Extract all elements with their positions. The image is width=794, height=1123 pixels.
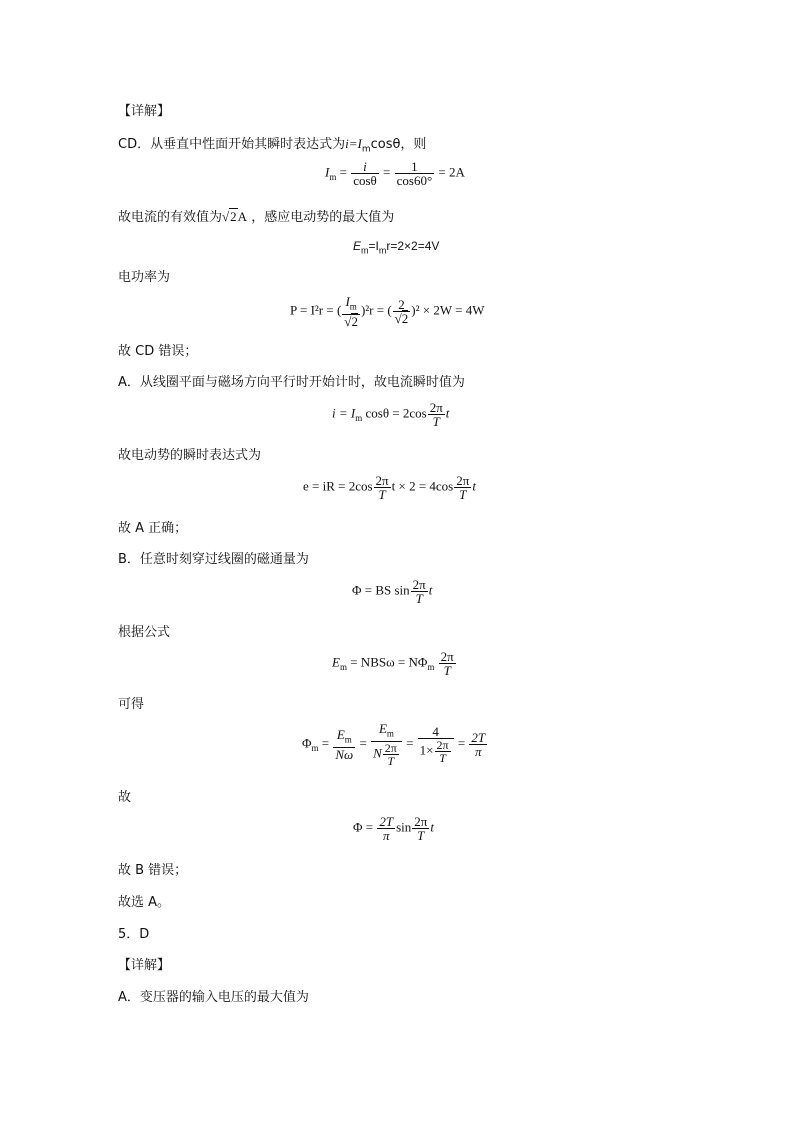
transformer-line: A．变压器的输入电压的最大值为	[118, 990, 309, 1005]
eq5-f1-num: 2π	[375, 473, 389, 488]
equation-em	[353, 239, 439, 255]
eq8-f1-num: E	[336, 727, 345, 742]
eq5-lhs: e = iR = 2cos	[303, 478, 373, 494]
eq2-sub2: m	[378, 245, 387, 256]
equation-e-instant	[303, 474, 476, 501]
cd-wrong: 故 CD 错误；	[118, 344, 198, 359]
eq9-f1-num: 2T	[379, 814, 394, 829]
eq8-f3-den-num: 2π	[436, 737, 449, 752]
eq4-f-num: 2π	[429, 400, 443, 415]
eq1-f2-den: cos60°	[396, 173, 433, 188]
cd-intro-expr: i=I	[345, 136, 362, 151]
eq8-f3-den-den: T	[439, 750, 446, 765]
eq8-f1-den: Nω	[335, 746, 354, 762]
eq6-tail: t	[428, 582, 433, 598]
question-5-answer: 5．D	[118, 927, 150, 942]
eq7-f-num: 2π	[440, 649, 454, 664]
equation-phi-m: $\Phi_m$ = $\frac{E_m}{N\omega}$ = $E_m$ N $\frac{2\pi}{T}$ = 4 1× $\frac{2\pi}{T}$ = $\frac{2T}{\pi}$	[302, 721, 486, 768]
eq8-f2-den-den: T	[387, 753, 395, 768]
keyi-label: 可得	[118, 697, 145, 712]
detail-heading-1: 【详解】	[118, 104, 171, 119]
equation-phi-final	[353, 815, 434, 842]
eq8-lhs: Φ	[302, 735, 312, 751]
eq5-tail: t	[472, 478, 476, 494]
eq5-mid: t × 2 = 4cos	[391, 478, 454, 494]
eq9-f2-den: T	[417, 828, 425, 843]
eq6-f-num: 2π	[412, 577, 426, 592]
equation-i-instant	[332, 401, 449, 428]
eq3-f1-den: 2	[351, 313, 358, 329]
eq4-sub: m	[355, 413, 363, 424]
eq8-f2-den-n: N	[373, 745, 382, 761]
eq1-f2-num: 1	[395, 160, 435, 174]
eq8-f2-num-sub: m	[386, 728, 394, 739]
equation-em-nbs	[332, 650, 457, 677]
b-wrong: 故 B 错误；	[118, 863, 188, 878]
b-intro: B．任意时刻穿过线圈的磁通量为	[118, 552, 309, 567]
sqrt2a-unit: A	[237, 209, 248, 224]
a-correct: 故 A 正确；	[118, 521, 188, 536]
eq2-e: E	[353, 239, 362, 253]
eq1-rhs: = 2A	[438, 164, 465, 180]
eq9-lhs: Φ =	[353, 819, 374, 835]
eq2-mid: =I	[368, 239, 379, 253]
eq1-f1-num: i	[363, 159, 367, 174]
eq1-f1-den: cosθ	[353, 173, 377, 188]
eq5-f2-den: T	[459, 487, 467, 502]
eq3-f1-num: I	[345, 294, 350, 309]
eq6-f-den: T	[415, 591, 423, 606]
cd-intro-text: CD．从垂直中性面开始其瞬时表达式为	[118, 137, 346, 152]
eq9-tail: t	[430, 819, 434, 835]
eq3-lhs: P = I²r = (	[290, 302, 342, 318]
equation-im: $I_m$ = $\frac{i}{\cos\theta}$ = $\frac{1}{\cos 60^\circ}$ = 2A	[325, 159, 465, 188]
formula-label: 根据公式	[118, 625, 171, 640]
eq7-f-den: T	[443, 663, 451, 678]
eq3-f2-num: 2	[393, 298, 411, 312]
eq8-f4-den: π	[475, 743, 482, 759]
eq7-mid: = NBSω = NΦ	[350, 654, 428, 670]
eq7-sub: m	[339, 662, 347, 673]
eq8-f3-num: 4	[418, 725, 454, 739]
gu-label: 故	[118, 790, 132, 805]
cd-intro-line	[118, 135, 426, 159]
eq8-sub: m	[311, 742, 319, 753]
power-label: 电功率为	[118, 270, 171, 285]
eq9-mid: sin	[396, 819, 412, 835]
eff-value-pre: 故电流的有效值为	[118, 210, 223, 225]
eq8-f2-den-num: 2π	[384, 740, 397, 755]
sqrt2a-rad: 2	[230, 209, 237, 224]
eq2-sub: m	[361, 245, 369, 256]
eq3-mid: )²r = (	[360, 302, 392, 318]
eq1-sub: m	[329, 172, 337, 183]
eq4-mid: cosθ = 2cos	[365, 405, 427, 421]
eq2-tail: r=2×2=4V	[386, 239, 440, 253]
sqrt2a: √2A	[222, 209, 248, 224]
eq4-f-den: T	[432, 414, 440, 429]
eq8-f4-num: 2T	[471, 729, 486, 745]
eff-value-post: ，感应电动势的最大值为	[251, 210, 395, 225]
eq8-f1-num-sub: m	[344, 734, 352, 745]
emf-label: 故电动势的瞬时表达式为	[118, 448, 262, 463]
eq8-f3-den-pre: 1×	[419, 742, 434, 758]
effective-value-line	[118, 208, 394, 227]
eq3-f1-num-sub: m	[349, 301, 357, 312]
eq1-lhs: I	[325, 164, 330, 180]
choose-a: 故选 A。	[118, 895, 171, 910]
eq8-f2-num: E	[378, 721, 387, 736]
eq4-tail: t	[445, 405, 450, 421]
eq3-rhs: )² × 2W = 4W	[411, 302, 485, 318]
detail-heading-2: 【详解】	[118, 958, 171, 973]
eq9-f1-den: π	[382, 828, 390, 843]
eq7-lhs: E	[332, 654, 340, 670]
equation-flux	[352, 578, 432, 605]
a-intro: A．从线圈平面与磁场方向平行时开始计时，故电流瞬时值为	[118, 375, 465, 390]
eq6-lhs: Φ = BS sin	[352, 582, 410, 598]
eq5-f1-den: T	[378, 487, 386, 502]
cd-intro-tail: cosθ，则	[370, 137, 427, 152]
eq5-f2-num: 2π	[456, 473, 470, 488]
eq9-f2-num: 2π	[414, 814, 428, 829]
eq4-lhs: i = I	[332, 405, 356, 421]
cd-intro-expr-sub: m	[361, 144, 371, 155]
eq3-f2-den: 2	[401, 310, 409, 326]
eq7-sub2: m	[427, 662, 435, 673]
equation-power: P = I²r = ( $\frac{I_m}{√2}$ )²r = ( $\frac{2}{√2}$ )² × 2W = 4W	[290, 294, 485, 329]
